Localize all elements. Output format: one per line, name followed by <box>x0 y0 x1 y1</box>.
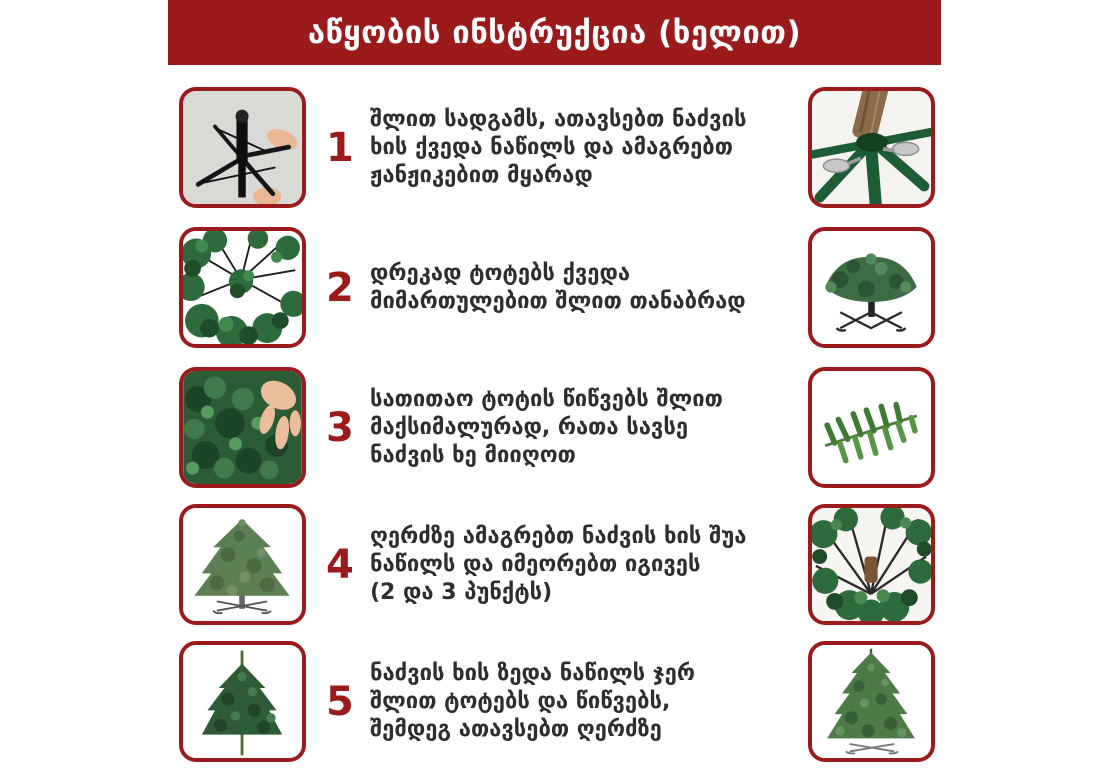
trunk-branches-closeup-icon <box>812 508 931 621</box>
step-1-text <box>370 106 806 190</box>
stand-wingnut-trunk-closeup-icon <box>812 91 931 204</box>
step-row-2 <box>0 227 1109 348</box>
tree-stand-assembly-icon <box>183 91 302 204</box>
step-3-text-line: სათითაო ტოტის წიწვებს შლით <box>370 386 723 412</box>
bottom-tier-on-stand-icon <box>812 231 931 344</box>
step-row-3 <box>0 367 1109 488</box>
step-4-number: 4 <box>326 541 354 588</box>
step-2-right-image <box>808 227 935 348</box>
step-4-text <box>370 523 806 607</box>
step-4-text-line: ღერძზე ამაგრებთ ნაძვის ხის შუა <box>370 523 747 549</box>
step-1-text-line: შლით სადგამს, ათავსებთ ნაძვის <box>370 106 747 132</box>
step-3-text-line: მაქსიმალურად, რათა სავსე <box>370 414 689 440</box>
full-assembled-tree-icon <box>812 645 931 758</box>
step-2-text-line: დრეკად ტოტებს ქვედა <box>370 260 631 286</box>
step-row-1 <box>0 87 1109 208</box>
step-2-left-image <box>179 227 306 348</box>
step-2-text <box>370 260 806 316</box>
step-5-text-line: ნაძვის ხის ზედა ნაწილს ჯერ <box>370 660 695 686</box>
half-assembled-tree-icon <box>183 508 302 621</box>
tree-top-section-icon <box>183 645 302 758</box>
step-5-text-line: შემდეგ ათავსებთ ღერძზე <box>370 716 662 742</box>
step-row-5 <box>0 641 1109 762</box>
single-branch-icon <box>812 371 931 484</box>
step-3-text-line: ნაძვის ხე მიიღოთ <box>370 442 576 468</box>
step-3-right-image <box>808 367 935 488</box>
page-title: აწყობის ინსტრუქცია (ხელით) <box>307 14 802 51</box>
step-5-text <box>370 660 806 744</box>
step-1-right-image <box>808 87 935 208</box>
step-3-number: 3 <box>326 404 354 451</box>
step-3-left-image <box>179 367 306 488</box>
step-row-4 <box>0 504 1109 625</box>
branches-spread-radial-icon <box>183 231 302 344</box>
step-3-text <box>370 386 806 470</box>
step-1-text-line: ჟანჟიკებით მყარად <box>370 162 593 188</box>
hands-fluffing-branches-icon <box>183 371 302 484</box>
step-5-text-line: შლით ტოტებს და წიწვებს, <box>370 688 671 714</box>
step-4-right-image <box>808 504 935 625</box>
step-4-text-line: (2 და 3 პუნქტს) <box>370 579 553 605</box>
step-1-text-line: ხის ქვედა ნაწილს და ამაგრებთ <box>370 134 733 160</box>
step-5-number: 5 <box>326 678 354 725</box>
step-2-text-line: მიმართულებით შლით თანაბრად <box>370 288 746 314</box>
step-5-right-image <box>808 641 935 762</box>
step-2-number: 2 <box>326 264 354 311</box>
step-4-text-line: ნაწილს და იმეორებთ იგივეს <box>370 551 701 577</box>
header-bar <box>168 0 941 65</box>
step-5-left-image <box>179 641 306 762</box>
step-1-number: 1 <box>326 124 354 171</box>
step-4-left-image <box>179 504 306 625</box>
step-1-left-image <box>179 87 306 208</box>
